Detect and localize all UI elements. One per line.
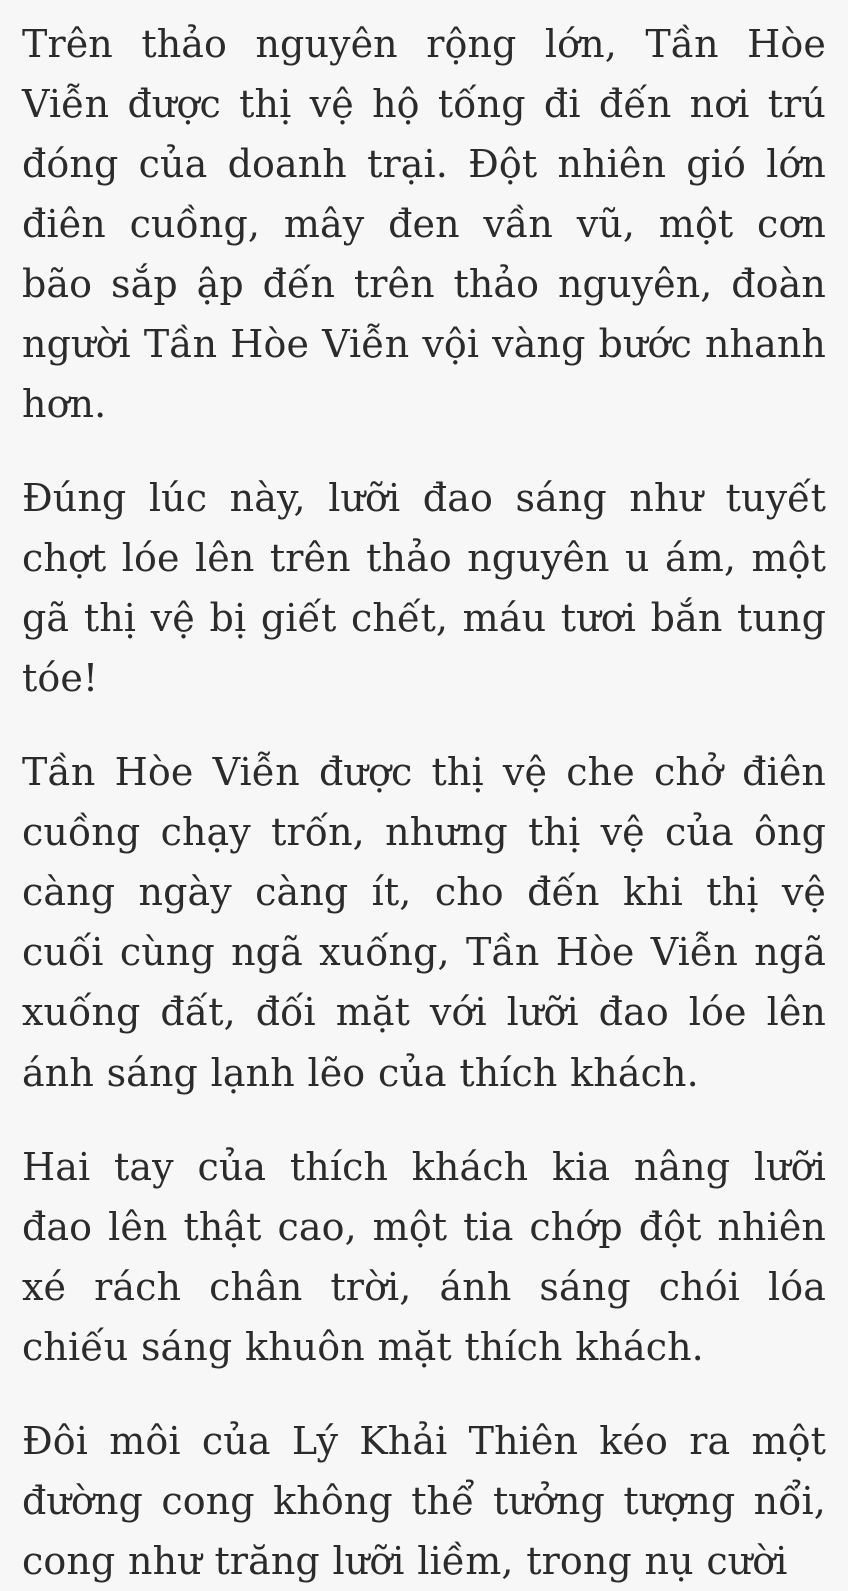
story-paragraph: Tần Hòe Viễn được thị vệ che chở điên cuồng chạy trốn, nhưng thị vệ của ông càng ngày càng ít, cho đến khi thị vệ cuối cùng ngã xuống, Tần Hòe Viễn ngã xuống đất, đối mặt với lưỡi đao lóe lên ánh sáng lạnh lẽo của thích khách. — [22, 750, 826, 1095]
story-paragraph: Đúng lúc này, lưỡi đao sáng như tuyết chợt lóe lên trên thảo nguyên u ám, một gã thị vệ bị giết chết, máu tươi bắn tung tóe! — [22, 476, 826, 701]
story-paragraph: Đôi môi của Lý Khải Thiên kéo ra một đường cong không thể tưởng tượng nổi, cong như trăng lưỡi liềm, trong nụ cười — [22, 1418, 826, 1583]
story-paragraph: Trên thảo nguyên rộng lớn, Tần Hòe Viễn được thị vệ hộ tống đi đến nơi trú đóng của doanh trại. Đột nhiên gió lớn điên cuồng, mây đen vần vũ, một cơn bão sắp ập đến trên thảo nguyên, đoàn người Tần Hòe Viễn vội vàng bước nhanh hơn. — [22, 22, 826, 427]
story-paragraph: Hai tay của thích khách kia nâng lưỡi đao lên thật cao, một tia chớp đột nhiên xé rách chân trời, ánh sáng chói lóa chiếu sáng khuôn mặt thích khách. — [22, 1144, 826, 1369]
